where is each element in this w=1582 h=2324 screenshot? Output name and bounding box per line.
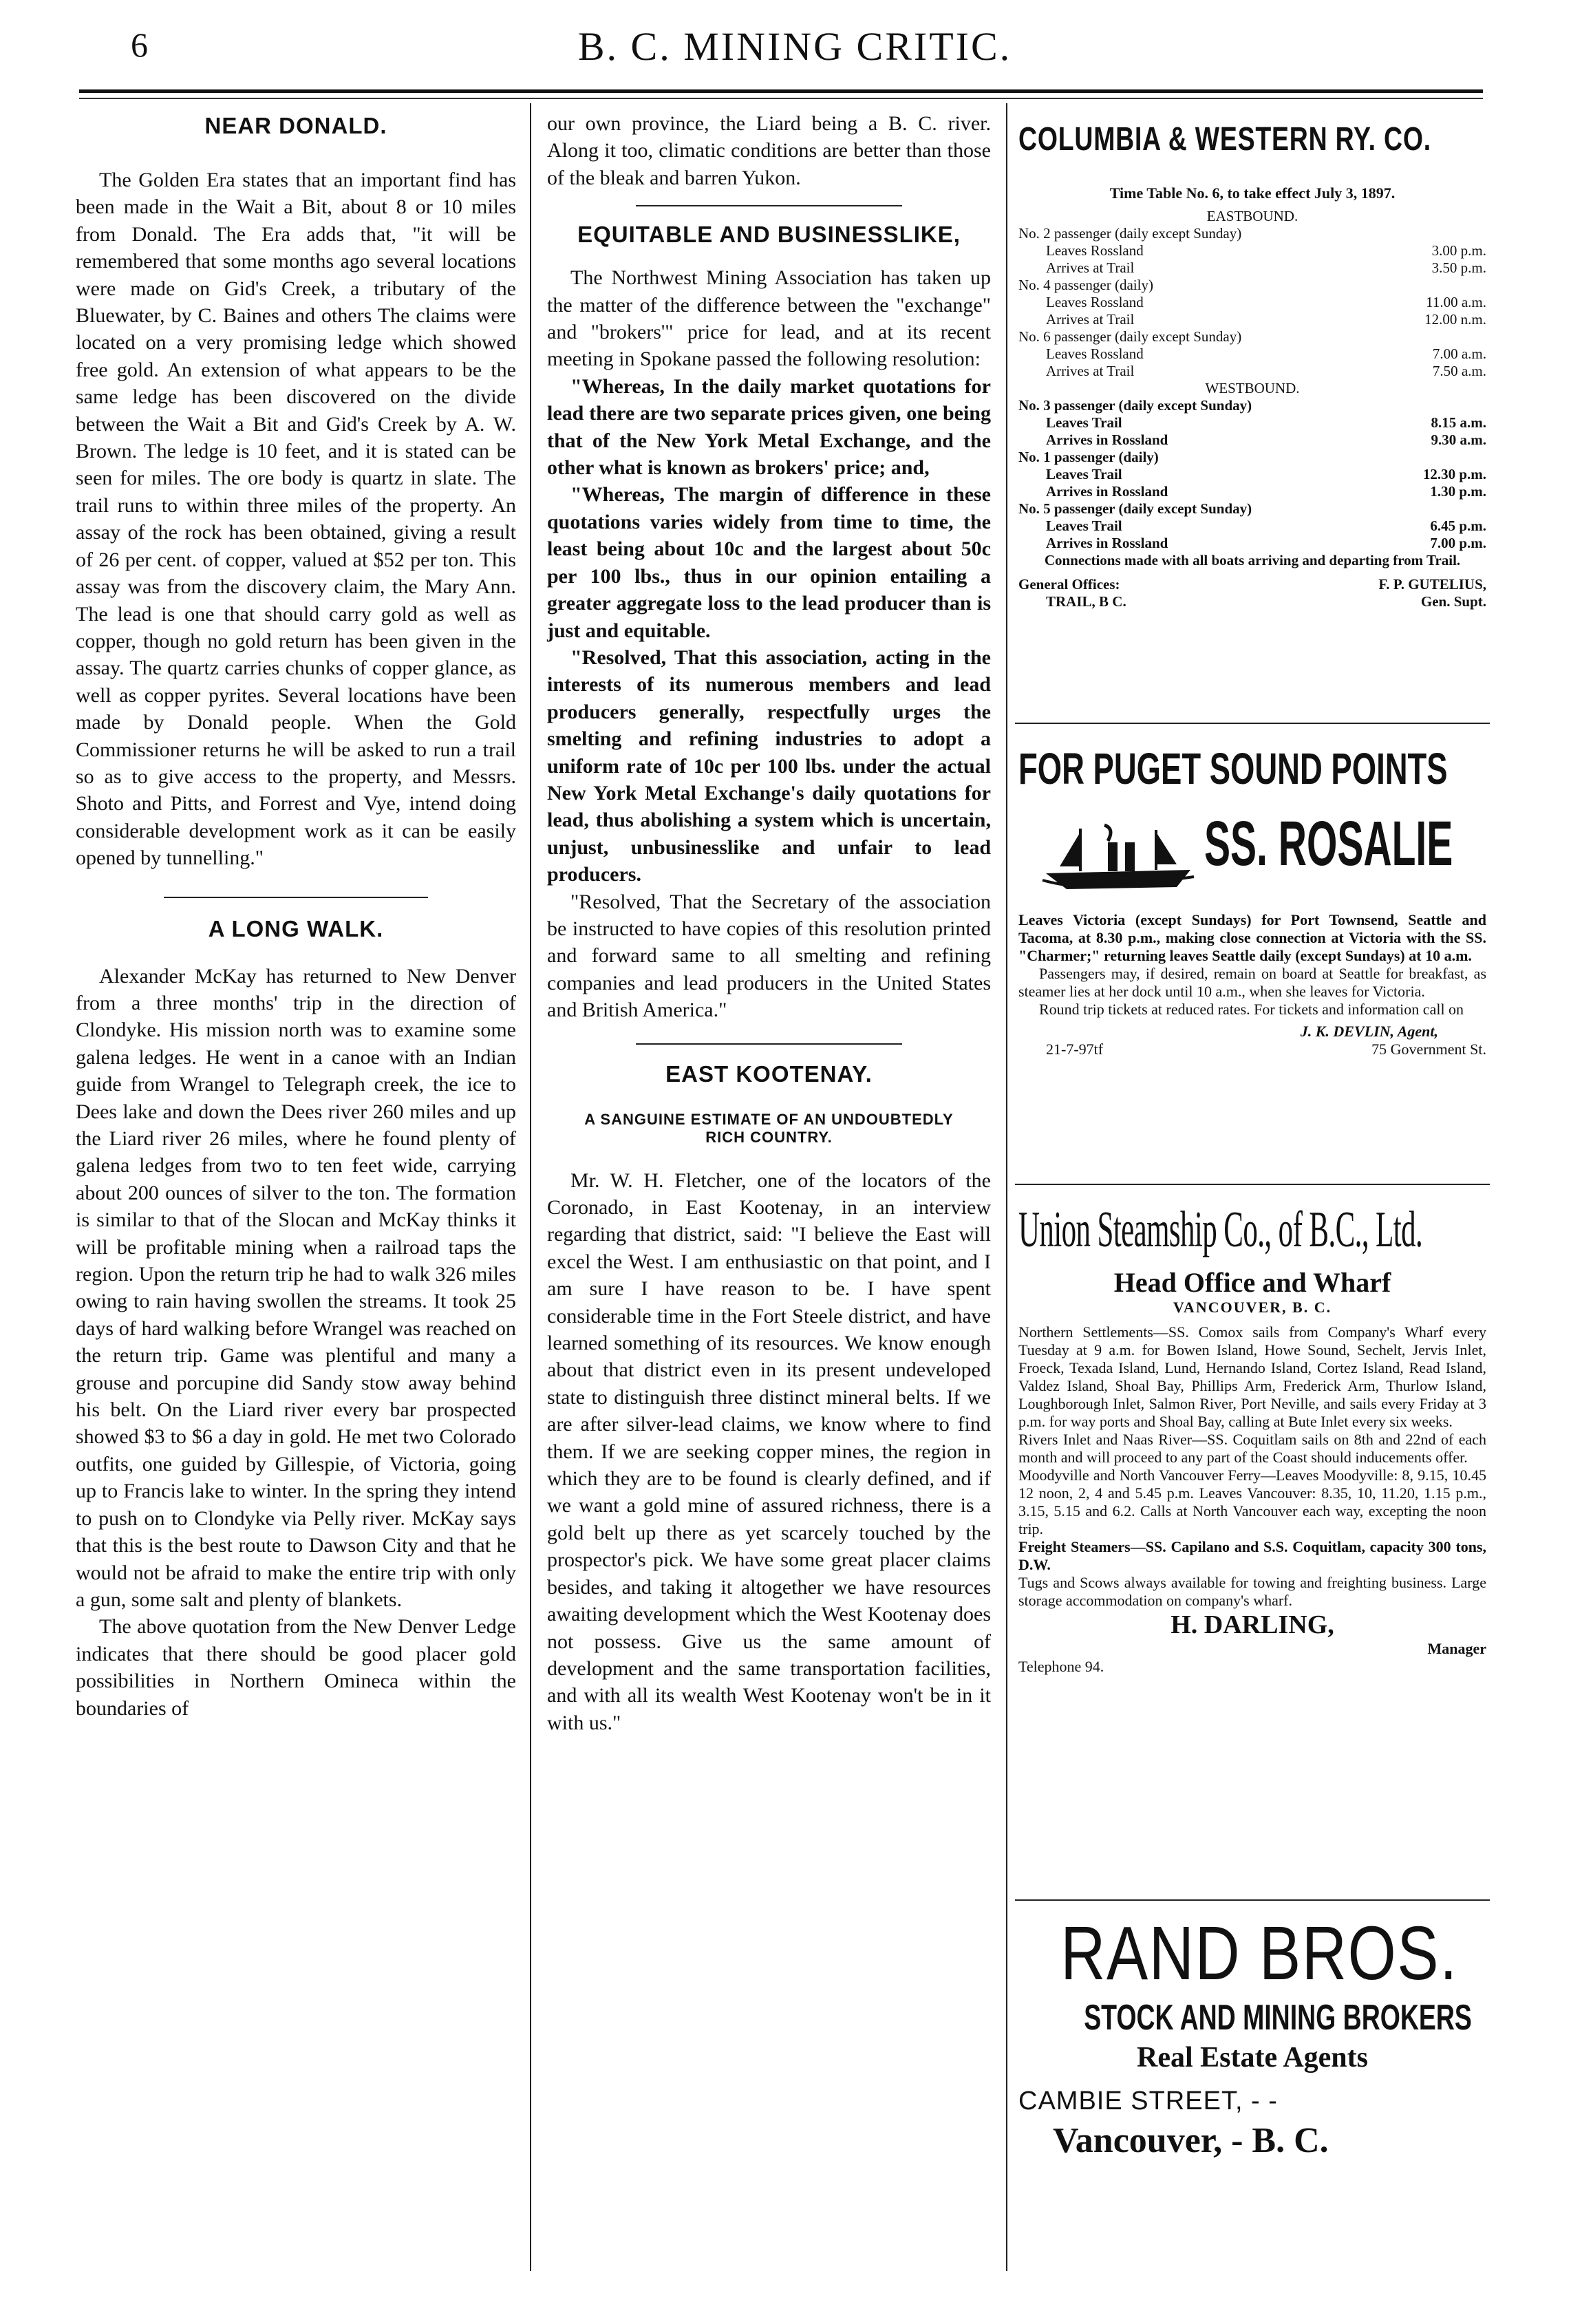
train-entry: No. 6 passenger (daily except Sunday)	[1018, 328, 1242, 345]
train-entry: No. 3 passenger (daily except Sunday)	[1018, 397, 1252, 414]
section-rule	[636, 205, 902, 206]
newspaper-title: B. C. MINING CRITIC.	[577, 24, 1012, 69]
real-estate-label: Real Estate Agents	[1137, 2042, 1368, 2074]
ad-rand-bros	[1018, 1910, 1486, 2161]
general-offices-row	[1018, 593, 1486, 610]
article-heading-long-walk: A LONG WALK.	[208, 915, 384, 941]
ad-code: 21-7-97tf	[1046, 1041, 1104, 1058]
article-heading-near-donald: NEAR DONALD.	[204, 113, 387, 138]
masthead-rule-thin	[79, 98, 1483, 99]
train-entry: No. 1 passenger (daily)	[1018, 449, 1159, 465]
train-entry: No. 2 passenger (daily except Sunday)	[1018, 225, 1242, 242]
section-rule	[164, 897, 428, 898]
ad-title: RAND BROS.	[1060, 1911, 1458, 1996]
train-time-row: Leaves Rossland 11.00 a.m.	[1046, 294, 1486, 310]
train-time-row: Leaves Rossland 7.00 a.m.	[1046, 345, 1486, 362]
train-time-row: Arrives in Rossland 1.30 p.m.	[1046, 483, 1486, 500]
train-time-row: Arrives in Rossland 7.00 p.m.	[1046, 535, 1486, 551]
resolution-paragraph: "Whereas, The margin of difference in these quotations varies widely from time to time, the least being about 10c and the largest about 50c per 100 lbs., thus in our opinion entailing a greater aggregate loss to the lead producer than is just and equitable.	[547, 483, 991, 642]
article-paragraph: The above quotation from the New Denver Ledge indicates that there should be good placer gold possibilities in Northern Omineca within the boundaries of	[76, 1615, 516, 1720]
train-time-row: Leaves Trail 12.30 p.m.	[1046, 466, 1486, 482]
train-time-row: Arrives at Trail 3.50 p.m.	[1046, 259, 1486, 276]
ad-divider	[1015, 1899, 1490, 1901]
city-address: Vancouver, - B. C.	[1053, 2121, 1329, 2160]
ad-union-steamship	[1018, 1201, 1486, 1676]
eastbound-label: EASTBOUND.	[1206, 208, 1298, 224]
westbound-label: WESTBOUND.	[1205, 380, 1300, 396]
timetable-note: Time Table No. 6, to take effect July 3, 1897.	[1109, 184, 1396, 202]
service-paragraph: Freight Steamers—SS. Capilano and S.S. Coquitlam, capacity 300 tons, D.W.	[1018, 1538, 1486, 1573]
page-number: 6	[131, 25, 148, 64]
ship-row	[1018, 808, 1486, 911]
resolution-paragraph: "Whereas, In the daily market quotations for lead there are two separate prices given, one being that of the New York Metal Exchange, and the other what is known as brokers' price; and,	[547, 374, 991, 480]
offices-city: TRAIL, B C.	[1046, 593, 1126, 610]
service-paragraph: Northern Settlements—SS. Comox sails from Company's Wharf every Tuesday at 9 a.m. for Bowen Island, Howe Sound, Sechelt, Jervis Inlet, Froeck, Texada Island, Lund, Hernando Island, Cortez Island, Read Island, Valdez Island, Shoal Bay, Phillips Arm, Frederick Arm, Thurlow Island, Loughborough Inlet, Salmon River, Port Neville, and sails every Friday at 3 p.m. for way ports and Shoal Bay, calling at Bute Inlet every six weeks.	[1018, 1323, 1486, 1430]
column-1	[76, 110, 516, 1722]
article-paragraph: Mr. W. H. Fletcher, one of the locators of the Coronado, in East Kootenay, in an interview regarding that district, said: "I believe the East will excel the West. I am enthusiastic on that point, and I am sure I have reason to be. I have spent considerable time in the Fort Steele district, and have learned something of its resources. We know enough about that district even in its present undeveloped state to distinguish three distinct mineral belts. If we are after silver-lead claims, we know where to find them. If we are seeking copper mines, the region in which they are to be found is clearly defined, and if we want a gold mine of assured richness, there is a gold belt up there as yet scarcely touched by the prospector's pick. We have some great placer claims besides, and taking it altogether we have resources awaiting development which the West Kootenay does not possess. Give us the same amount of development and the same transportation facilities, and with all its wealth West Kootenay won't be in it with us."	[547, 1169, 991, 1734]
ad-subtitle: STOCK AND MINING BROKERS	[1084, 1998, 1472, 2038]
train-time-row: Leaves Trail 8.15 a.m.	[1046, 414, 1486, 431]
article-paragraph: The Golden Era states that an important find has been made in the Wait a Bit, about 8 or 10 miles from Donald. The Era adds that, "it will be remembered that some months ago several locations were made on Gid's Creek, a tributary of the Bluewater, by C. Baines and others The claims were located on a very promising ledge which showed free gold. An extension of what appears to be the same ledge has been discovered on the divide between the Wait a Bit and Gid's Creek by A. W. Brown. The ledge is 10 feet, and it is stated can be seen for miles. The ore body is quartz in slate. The trail runs to within three miles of the property. An assay of the rock has been obtained, giving a result of 26 per cent. of copper, valued at $52 per ton. This assay was from the discovery claim, the Mary Ann. The lead is one that should carry gold as well as copper, though no gold return has been given in the assay. The quartz carries chunks of copper glance, as well as copper pyrites. Several locations have been made by Donald people. When the Gold Commissioner returns he will be asked to run a trail so as to give access to the property, and Messrs. Shoto and Pitts, and Forrest and Vye, intend doing considerable development work as it can be easily opened by tunnelling."	[76, 169, 516, 870]
street-address: CAMBIE STREET, - -	[1018, 2087, 1278, 2115]
steamship-icon	[1039, 822, 1197, 897]
manager-title: Manager	[1427, 1640, 1486, 1657]
train-time-row: Arrives at Trail 12.00 n.m.	[1046, 311, 1486, 328]
agent-name: J. K. DEVLIN, Agent,	[1300, 1023, 1438, 1040]
article-heading-east-kootenay: EAST KOOTENAY.	[665, 1060, 873, 1087]
city-label: VANCOUVER, B. C.	[1173, 1299, 1332, 1316]
article-heading-equitable: EQUITABLE AND BUSINESSLIKE,	[577, 222, 961, 248]
column-2	[547, 110, 991, 1736]
service-paragraph: Tugs and Scows always available for towing and freighting business. Large storage accommodation on company's wharf.	[1018, 1574, 1486, 1609]
article-paragraph: The Northwest Mining Association has taken up the matter of the difference between the "exchange" and "brokers'" price for lead, and at its recent meeting in Spokane passed the following resolution:	[547, 266, 991, 371]
train-time-row: Arrives at Trail 7.50 a.m.	[1046, 363, 1486, 379]
telephone: Telephone 94.	[1018, 1658, 1104, 1675]
service-paragraph: Moodyville and North Vancouver Ferry—Leaves Moodyville: 8, 9.15, 10.45 12 noon, 2, 4 and 5.45 p.m. Leaves Vancouver: 8.35, 10, 11.20, 1.15 p.m., 3.15, 5.15 and 6.2. Calls at North Vancouver each way, excepting the noon trip.	[1018, 1467, 1486, 1537]
ad-divider	[1015, 1184, 1490, 1185]
resolution-paragraph: "Resolved, That the Secretary of the association be instructed to have copies of this resolution printed and forward same to all smelting and refining companies and lead producers in the United States and British America."	[547, 890, 991, 1022]
resolution-paragraph: "Resolved, That this association, acting in the interests of its numerous members and lead producers generally, respectfully urges the smelting and refining industries to adopt a uniform rate of 10c per 100 lbs. under the actual New York Metal Exchange's daily quotations for lead, thus abolishing a system which is uncertain, unjust, unbusinesslike and unfair to lead producers.	[547, 646, 991, 886]
ad-title: Union Steamship Co., of B.C., Ltd.	[1018, 1202, 1423, 1258]
ad-title: FOR PUGET SOUND POINTS	[1018, 744, 1448, 793]
superintendent-title: Gen. Supt.	[1420, 593, 1486, 610]
train-time-row: Arrives in Rossland 9.30 a.m.	[1046, 431, 1486, 448]
ad-paragraph: Leaves Victoria (except Sundays) for Port Townsend, Seattle and Tacoma, at 8.30 p.m., making close connection at Victoria with the SS. "Charmer;" returning leaves Seattle daily (except Sundays) at 10 a.m.	[1018, 911, 1486, 964]
ad-paragraph: Round trip tickets at reduced rates. For tickets and information call on	[1039, 1001, 1464, 1018]
general-offices-row	[1018, 576, 1486, 593]
ad-title: COLUMBIA & WESTERN RY. CO.	[1018, 121, 1431, 158]
offices-label: General Offices:	[1018, 576, 1120, 593]
article-paragraph: Alexander McKay has returned to New Denver from a three months' trip in the direction of Clondyke. His mission north was to examine some galena ledges. He went in a canoe with an Indian guide from Wrangel to Telegraph creek, the ice to Dees lake and down the Dees river 260 miles and up the Liard river 26 miles, where he found plenty of galena ledges from two to ten feet wide, carrying about 200 ounces of silver to the ton. The formation is similar to that of the Slocan and McKay thinks it will be profitable mining when a railroad taps the region. Upon the return trip he had to walk 326 miles owing to rain having swollen the streams. It took 25 days of hard walking before Wrangel was reached on the return trip. Game was plentiful and many a grouse and porcupine did Sandy stow away behind his belt. On the Liard river every bar prospected showed $3 to $6 a day in gold. He met two Colorado outfits, one guided by Gillespie, of Victoria, going up to Francis lake to winter. In the spring they intend to push on to Clondyke via Pelly river. McKay says that this is the best route to Dawson City and that he would not be afraid to make the entire trip with only a gun, some salt and plenty of blankets.	[76, 964, 516, 1611]
service-paragraph: Rivers Inlet and Naas River—SS. Coquitlam sails on 8th and 22nd of each month and will proceed to any part of the Coast should inducements offer.	[1018, 1431, 1486, 1466]
article-paragraph: our own province, the Liard being a B. C. river. Along it too, climatic conditions are better than those of the bleak and barren Yukon.	[547, 112, 991, 189]
train-time-row: Leaves Rossland 3.00 p.m.	[1046, 242, 1486, 259]
masthead	[103, 21, 1486, 83]
agent-address: 75 Government St.	[1371, 1041, 1486, 1058]
masthead-rule	[79, 89, 1483, 93]
column-divider	[1006, 103, 1007, 2271]
ad-divider	[1015, 723, 1490, 724]
train-entry: No. 4 passenger (daily)	[1018, 277, 1153, 293]
ad-paragraph: Passengers may, if desired, remain on board at Seattle for breakfast, as steamer lies at her dock until 10 a.m., when she leaves for Victoria.	[1018, 965, 1486, 1000]
train-entry: No. 5 passenger (daily except Sunday)	[1018, 500, 1252, 517]
ad-columbia-western	[1018, 120, 1486, 610]
connections-note: Connections made with all boats arriving and departing from Trail.	[1044, 552, 1461, 568]
superintendent-name: F. P. GUTELIUS,	[1378, 576, 1486, 593]
ship-name: SS. ROSALIE	[1204, 809, 1453, 879]
section-rule	[636, 1043, 902, 1045]
column-divider	[530, 103, 531, 2271]
ad-puget-sound	[1018, 743, 1486, 1058]
train-time-row: Leaves Trail 6.45 p.m.	[1046, 518, 1486, 534]
manager-name: H. DARLING,	[1171, 1610, 1334, 1639]
agent-address-row	[1018, 1041, 1486, 1058]
head-office-label: Head Office and Wharf	[1113, 1267, 1391, 1298]
article-subheading: A SANGUINE ESTIMATE OF AN UNDOUBTEDLY RICH COUNTRY.	[584, 1110, 954, 1146]
